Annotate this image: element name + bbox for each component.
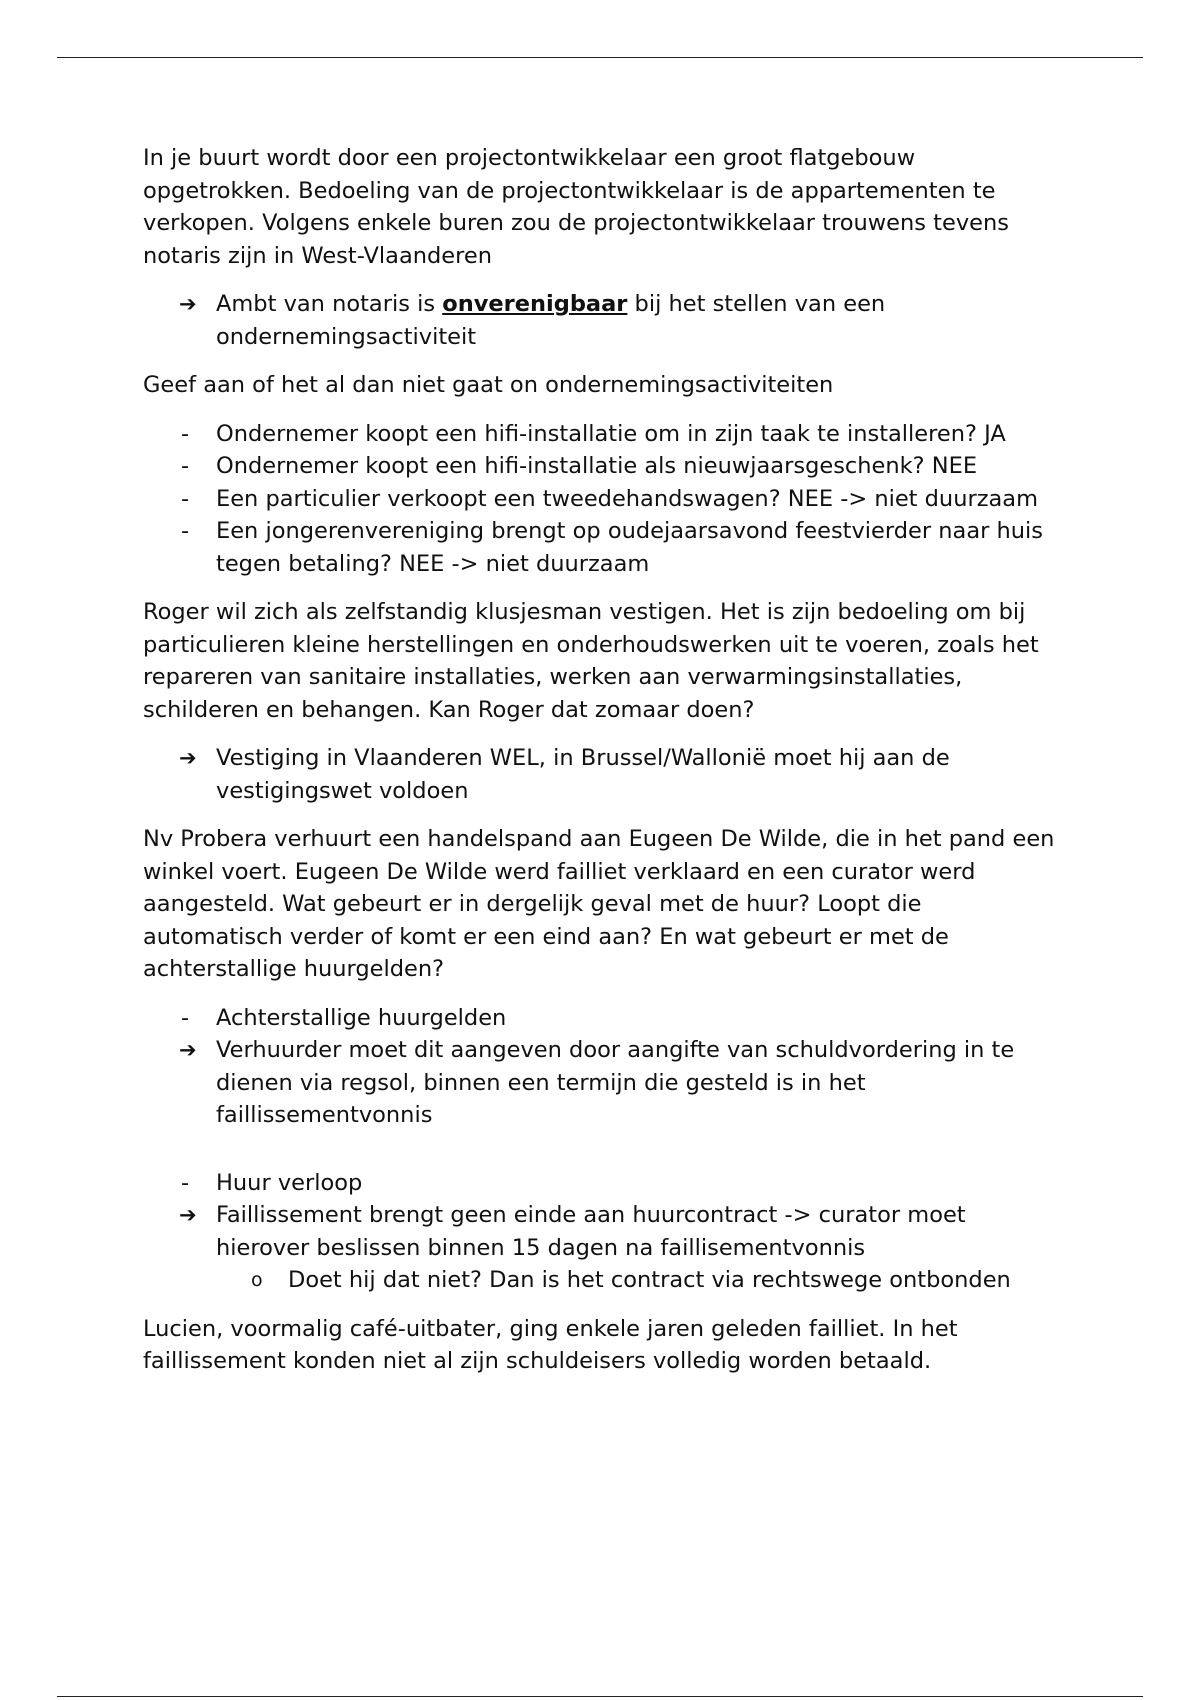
circle-bullet: o [251,1269,263,1291]
answer-text: Vestiging in Vlaanderen WEL, in Brussel/Wallonië moet hij aan de vestigingswet voldoen [216,745,950,804]
arrow-bullet-icon: ➔ [179,1038,197,1062]
paragraph-question: Geef aan of het al dan niet gaat on ondernemingsactiviteiten [143,372,834,398]
answer-huur-verloop [143,1199,1063,1264]
list-item [143,1167,1063,1200]
dash-bullet: - [181,1169,190,1196]
paragraph-probera-case: Nv Probera verhuurt een handelspand aan Eugeen De Wilde, die in het pand een winkel voert. Eugeen De Wilde werd failliet verklaard en een curator werd aangesteld. Wat gebeurt er in dergelijk geval met de huur? Loopt die automatisch verder of komt er een eind aan? En wat gebeurt er met de achterstallige huurgelden? [143,826,1055,982]
arrow-bullet-icon: ➔ [179,746,197,770]
dash-bullet: - [181,518,190,544]
list-item [143,1002,1063,1035]
dash-bullet: - [181,453,190,479]
answer-vestiging [143,742,1063,807]
document-body [143,142,1063,1394]
list-item-text: Een particulier verkoopt een tweedehandswagen? NEE -> niet duurzaam [216,485,1039,512]
list-item [143,450,1063,483]
dash-bullet: - [181,1004,190,1031]
footer-rule [57,1696,1143,1697]
answer-text-post: bij het stellen van een ondernemingsactiviteit [216,291,886,350]
paragraph-lucien-case: Lucien, voormalig café-uitbater, ging enkele jaren geleden failliet. In het faillissement konden niet al zijn schuldeisers volledig worden betaald. [143,1315,958,1374]
dash-bullet: - [181,420,190,447]
answer-emphasis: onverenigbaar [442,291,628,317]
answer-text-pre: Ambt van notaris is [216,291,443,317]
arrow-bullet-icon: ➔ [179,1203,197,1227]
arrow-bullet-icon: ➔ [179,292,197,316]
list-item [143,515,1063,580]
paragraph-roger-case: Roger wil zich als zelfstandig klusjesman vestigen. Het is zijn bedoeling om bij particulieren kleine herstellingen en onderhoudswerken uit te voeren, zoals het repareren van sanitaire installaties, werken aan verwarmingsinstallaties, schilderen en behangen. Kan Roger dat zomaar doen? [143,599,1039,723]
header-rule [57,57,1143,58]
answer-huurgelden [143,1034,1063,1132]
list-item-text: Huur verloop [216,1169,363,1196]
list-item-text: Achterstallige huurgelden [216,1004,507,1031]
answer-notaris [143,288,1063,353]
list-item [143,483,1063,516]
sub-list-item-text: Doet hij dat niet? Dan is het contract via rechtswege ontbonden [288,1267,1011,1293]
sub-list-item [143,1264,1063,1297]
answer-text: Verhuurder moet dit aangeven door aangifte van schuldvordering in te dienen via regsol, binnen een termijn die gesteld is in het faillissementvonnis [216,1037,1015,1128]
list-item-text: Ondernemer koopt een hifi-installatie om in zijn taak te installeren? JA [216,420,1006,447]
list-item-text: Een jongerenvereniging brengt op oudejaarsavond feestvierder naar huis tegen betaling? NEE -> niet duurzaam [216,518,1044,577]
list-item-text: Ondernemer koopt een hifi-installatie als nieuwjaarsgeschenk? NEE [216,453,978,479]
dash-bullet: - [181,485,190,512]
answer-text: Faillissement brengt geen einde aan huurcontract -> curator moet hierover beslissen binnen 15 dagen na faillisementvonnis [216,1202,966,1261]
paragraph-notaris-case: In je buurt wordt door een projectontwikkelaar een groot flatgebouw opgetrokken. Bedoeling van de projectontwikkelaar is de appartementen te verkopen. Volgens enkele buren zou de projectontwikkelaar trouwens tevens notaris zijn in West-Vlaanderen [143,145,1009,269]
list-item [143,418,1063,451]
